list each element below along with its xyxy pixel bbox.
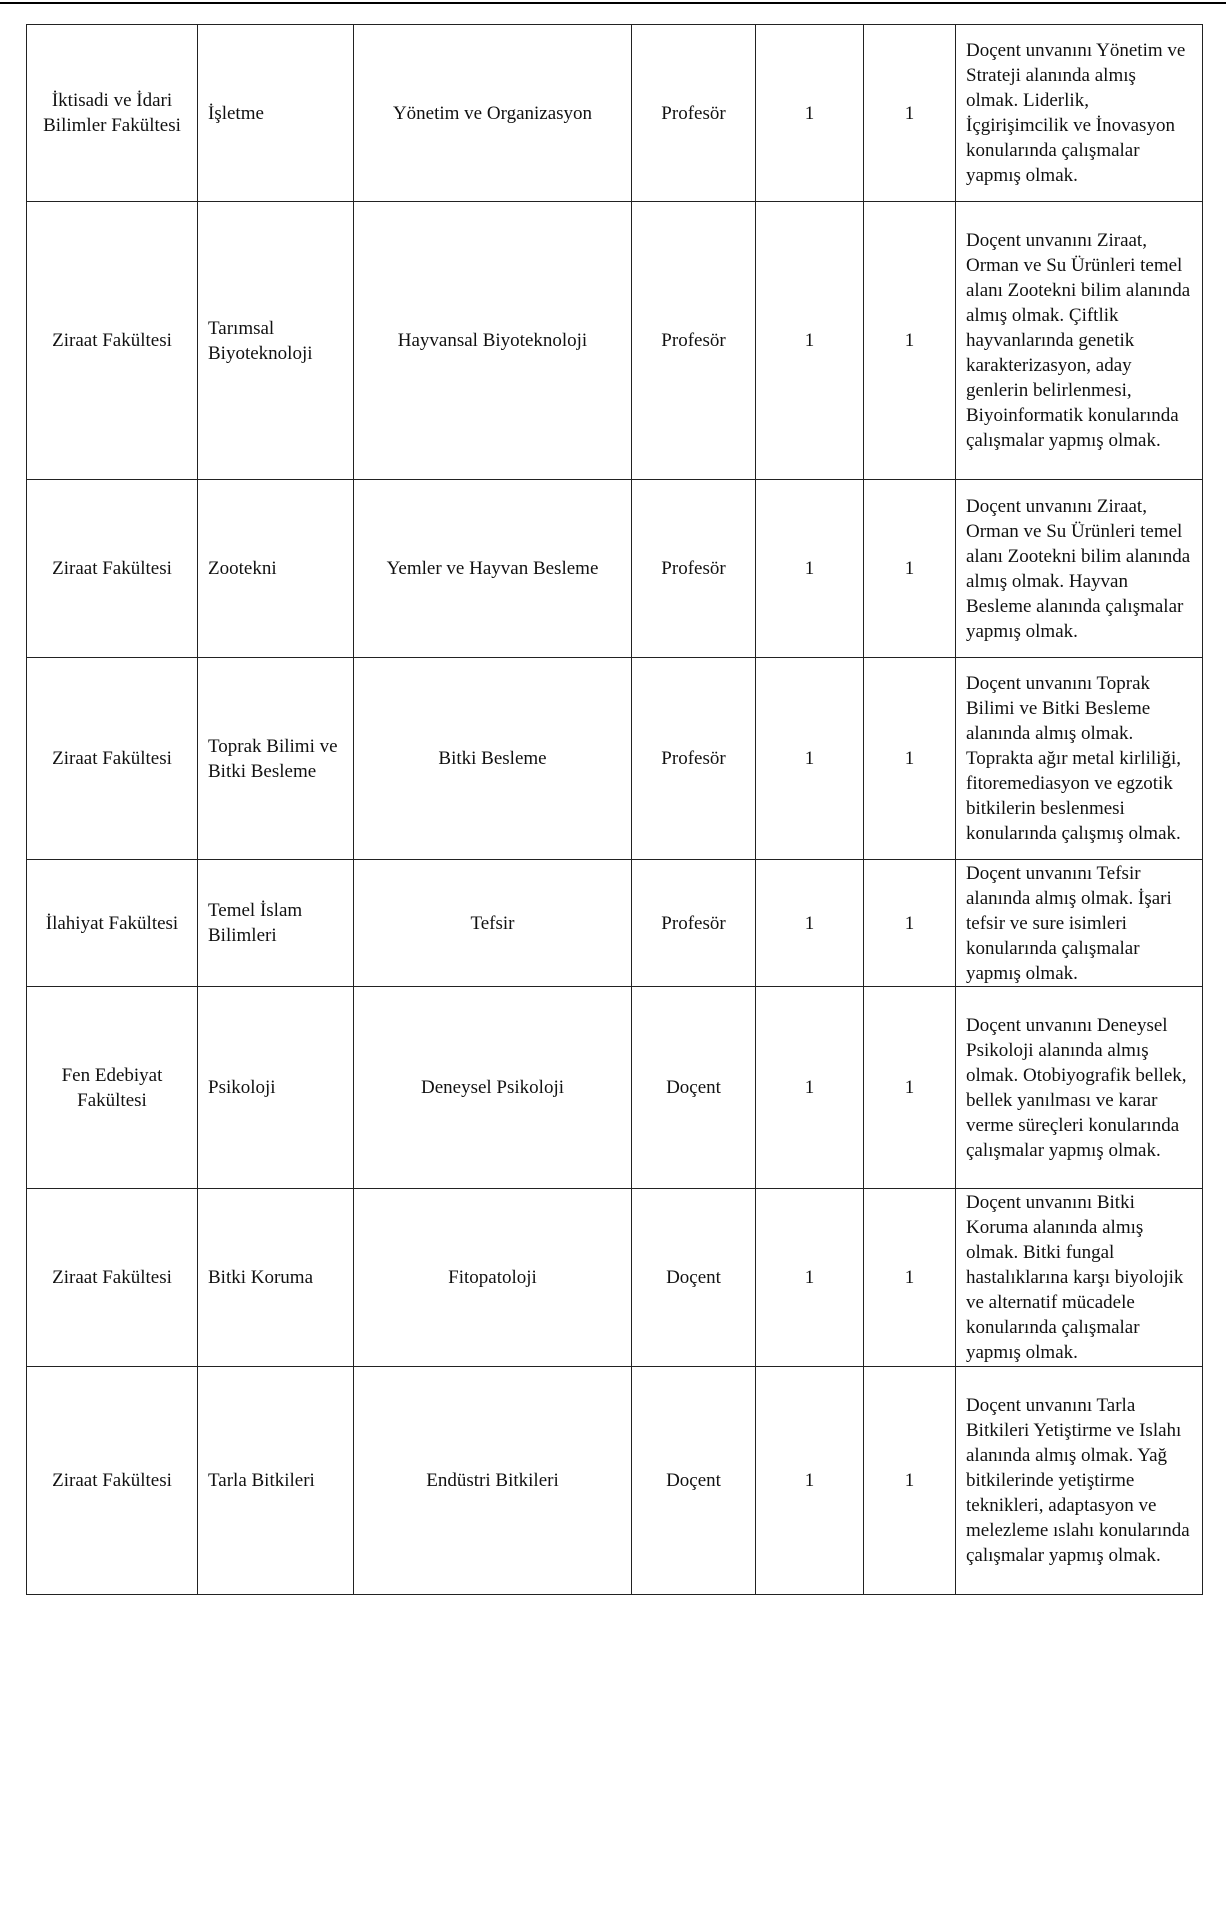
count-cell: 1 bbox=[756, 860, 864, 987]
table-row bbox=[27, 480, 1203, 658]
count-cell: 1 bbox=[756, 25, 864, 202]
title-cell: Profesör bbox=[632, 860, 756, 987]
title-cell: Profesör bbox=[632, 25, 756, 202]
requirement-cell: Doçent unvanını Tarla Bitkileri Yetiştirme ve Islahı alanında almış olmak. Yağ bitkilerinde yetiştirme teknikleri, adaptasyon ve melezleme ıslahı konularında çalışmalar yapmış olmak. bbox=[956, 1367, 1203, 1595]
count-cell: 1 bbox=[756, 1367, 864, 1595]
position-table bbox=[26, 24, 1203, 1595]
count-cell: 1 bbox=[864, 25, 956, 202]
department-cell: Temel İslam Bilimleri bbox=[198, 860, 354, 987]
top-rule bbox=[0, 2, 1226, 4]
requirement-cell: Doçent unvanını Yönetim ve Strateji alanında almış olmak. Liderlik, İçgirişimcilik ve İnovasyon konularında çalışmalar yapmış olmak. bbox=[956, 25, 1203, 202]
count-cell: 1 bbox=[756, 480, 864, 658]
title-cell: Profesör bbox=[632, 480, 756, 658]
table-row bbox=[27, 1367, 1203, 1595]
department-cell: Tarımsal Biyoteknoloji bbox=[198, 202, 354, 480]
faculty-cell: Ziraat Fakültesi bbox=[27, 1189, 198, 1367]
title-cell: Profesör bbox=[632, 202, 756, 480]
count-cell: 1 bbox=[864, 658, 956, 860]
count-cell: 1 bbox=[864, 860, 956, 987]
area-cell: Yönetim ve Organizasyon bbox=[354, 25, 632, 202]
department-cell: Bitki Koruma bbox=[198, 1189, 354, 1367]
area-cell: Hayvansal Biyoteknoloji bbox=[354, 202, 632, 480]
requirement-cell: Doçent unvanını Ziraat, Orman ve Su Ürünleri temel alanı Zootekni bilim alanında almış olmak. Hayvan Besleme alanında çalışmalar yapmış olmak. bbox=[956, 480, 1203, 658]
requirement-cell: Doçent unvanını Deneysel Psikoloji alanında almış olmak. Otobiyografik bellek, bellek yanılması ve karar verme süreçleri konularında çalışmalar yapmış olmak. bbox=[956, 987, 1203, 1189]
table-row bbox=[27, 658, 1203, 860]
faculty-cell: Ziraat Fakültesi bbox=[27, 202, 198, 480]
faculty-cell: Ziraat Fakültesi bbox=[27, 658, 198, 860]
count-cell: 1 bbox=[864, 1367, 956, 1595]
requirement-cell: Doçent unvanını Toprak Bilimi ve Bitki Besleme alanında almış olmak. Toprakta ağır metal kirliliği, fitoremediasyon ve egzotik bitkilerin beslenmesi konularında çalışmış olmak. bbox=[956, 658, 1203, 860]
faculty-cell: İlahiyat Fakültesi bbox=[27, 860, 198, 987]
count-cell: 1 bbox=[756, 1189, 864, 1367]
count-cell: 1 bbox=[756, 202, 864, 480]
table-row bbox=[27, 987, 1203, 1189]
count-cell: 1 bbox=[864, 1189, 956, 1367]
requirement-cell: Doçent unvanını Ziraat, Orman ve Su Ürünleri temel alanı Zootekni bilim alanında almış olmak. Çiftlik hayvanlarında genetik karakterizasyon, aday genlerin belirlenmesi, Biyoinformatik konularında çalışmalar yapmış olmak. bbox=[956, 202, 1203, 480]
area-cell: Deneysel Psikoloji bbox=[354, 987, 632, 1189]
faculty-cell: Ziraat Fakültesi bbox=[27, 480, 198, 658]
area-cell: Yemler ve Hayvan Besleme bbox=[354, 480, 632, 658]
table-row bbox=[27, 25, 1203, 202]
count-cell: 1 bbox=[864, 202, 956, 480]
count-cell: 1 bbox=[756, 987, 864, 1189]
title-cell: Profesör bbox=[632, 658, 756, 860]
title-cell: Doçent bbox=[632, 987, 756, 1189]
title-cell: Doçent bbox=[632, 1367, 756, 1595]
count-cell: 1 bbox=[864, 480, 956, 658]
requirement-cell: Doçent unvanını Bitki Koruma alanında almış olmak. Bitki fungal hastalıklarına karşı biyolojik ve alternatif mücadele konularında çalışmalar yapmış olmak. bbox=[956, 1189, 1203, 1367]
area-cell: Endüstri Bitkileri bbox=[354, 1367, 632, 1595]
title-cell: Doçent bbox=[632, 1189, 756, 1367]
department-cell: Tarla Bitkileri bbox=[198, 1367, 354, 1595]
requirement-cell: Doçent unvanını Tefsir alanında almış olmak. İşari tefsir ve sure isimleri konularında çalışmalar yapmış olmak. bbox=[956, 860, 1203, 987]
faculty-cell: Ziraat Fakültesi bbox=[27, 1367, 198, 1595]
department-cell: Zootekni bbox=[198, 480, 354, 658]
area-cell: Tefsir bbox=[354, 860, 632, 987]
faculty-cell: İktisadi ve İdari Bilimler Fakültesi bbox=[27, 25, 198, 202]
count-cell: 1 bbox=[756, 658, 864, 860]
department-cell: Toprak Bilimi ve Bitki Besleme bbox=[198, 658, 354, 860]
faculty-cell: Fen Edebiyat Fakültesi bbox=[27, 987, 198, 1189]
department-cell: Psikoloji bbox=[198, 987, 354, 1189]
area-cell: Bitki Besleme bbox=[354, 658, 632, 860]
table-row bbox=[27, 202, 1203, 480]
area-cell: Fitopatoloji bbox=[354, 1189, 632, 1367]
table-row bbox=[27, 1189, 1203, 1367]
table-row bbox=[27, 860, 1203, 987]
department-cell: İşletme bbox=[198, 25, 354, 202]
count-cell: 1 bbox=[864, 987, 956, 1189]
